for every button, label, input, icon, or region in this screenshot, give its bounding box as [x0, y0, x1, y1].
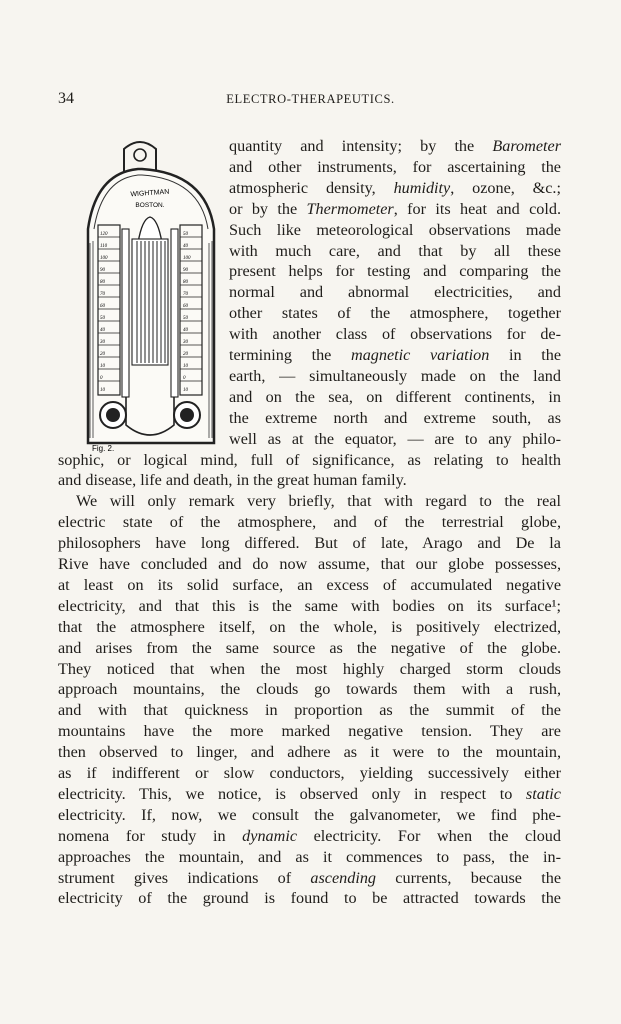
scale-tick-label: 90 [100, 268, 105, 273]
text-line: electric state of the atmosphere, and of the terrestrial globe, [58, 513, 561, 532]
text-line: and disease, life and death, in the great human family. [58, 471, 407, 490]
city-label: BOSTON. [135, 202, 165, 209]
scale-tick-label: 70 [100, 292, 105, 297]
text-line: with much care, and that by all these [229, 241, 561, 260]
scale-tick-label: 50 [100, 316, 105, 321]
text-line: strument gives indications of ascending currents, because the [58, 868, 561, 887]
text-line: electricity, and that this is the same with bodies on its surface¹; [58, 596, 561, 615]
text-line: then observed to linger, and adhere as it were to the mountain, [58, 743, 561, 762]
scale-tick-label: 30 [183, 340, 188, 345]
scale-tick-label: 80 [183, 280, 188, 285]
text-line: electricity. If, now, we consult the galvanometer, we find phe- [58, 805, 561, 824]
text-line: nomena for study in dynamic electricity. For when the cloud [58, 826, 561, 845]
text-line: and other instruments, for ascertaining the [229, 157, 561, 176]
maker-label: WIGHTMAN [130, 188, 170, 199]
scale-tick-label: 60 [183, 304, 188, 309]
text-line: present helps for testing and comparing the [229, 262, 561, 281]
text-line: the extreme north and extreme south, as [229, 408, 561, 427]
barometer-figure [80, 133, 220, 470]
text-line: well as at the equator, — are to any philo- [229, 429, 561, 448]
text-line: Such like meteorological observations made [229, 220, 561, 239]
scale-tick-label: 10 [100, 388, 105, 393]
scale-tick-label: 100 [100, 256, 108, 261]
scale-tick-label: 30 [100, 340, 105, 345]
scale-tick-label: 10 [183, 388, 188, 393]
text-line: approach mountains, the clouds go towards them with a rush, [58, 680, 561, 699]
page-number: 34 [58, 90, 74, 107]
text-line: They noticed that when the most highly charged storm clouds [58, 659, 561, 678]
text-line: electricity of the ground is found to be attracted towards the [58, 889, 561, 908]
text-line: quantity and intensity; by the Barometer [229, 137, 561, 155]
scale-tick-label: 40 [183, 244, 188, 249]
scale-tick-label: 40 [183, 328, 188, 333]
text-line: sophic, or logical mind, full of significance, as relating to health [58, 450, 561, 469]
text-line: and on the sea, on different continents, in [229, 387, 561, 406]
scale-tick-label: 90 [183, 268, 188, 273]
barometer-illustration [80, 133, 220, 470]
text-line: at least on its solid surface, an excess of accumulated negative [58, 575, 561, 594]
scale-tick-label: 10 [183, 364, 188, 369]
text-line: We will only remark very briefly, that with regard to the real [76, 492, 561, 511]
page-header [0, 90, 621, 110]
text-line: Rive have concluded and do now assume, that our globe possesses, [58, 555, 561, 573]
text-line: mountains have the more marked negative tension. They are [58, 722, 561, 741]
text-line: atmospheric density, humidity, ozone, &c.; [229, 178, 561, 197]
scale-tick-label: 20 [183, 352, 188, 357]
scale-tick-label: 60 [100, 304, 105, 309]
scale-tick-label: 0 [100, 376, 103, 381]
scale-tick-label: 10 [100, 364, 105, 369]
scale-tick-label: 110 [100, 244, 108, 249]
scale-tick-label: 20 [100, 352, 105, 357]
text-line: philosophers have long differed. But of late, Arago and De la [58, 534, 561, 553]
scale-tick-label: 100 [183, 256, 191, 261]
text-line: electricity. This, we notice, is observed only in respect to static [58, 784, 561, 803]
scale-tick-label: 120 [100, 232, 108, 237]
text-line: with another class of observations for de- [229, 325, 561, 344]
text-line: and with that quickness in proportion as the summit of the [58, 701, 561, 720]
scale-tick-label: 50 [183, 316, 188, 321]
scale-tick-label: 80 [100, 280, 105, 285]
text-line: as if indifferent or slow conductors, yielding successively either [58, 764, 561, 782]
scale-tick-label: 50 [183, 232, 188, 237]
text-line: earth, — simultaneously made on the land [229, 366, 561, 385]
text-line: termining the magnetic variation in the [229, 346, 562, 364]
running-head: ELECTRO-THERAPEUTICS. [226, 92, 395, 106]
scale-tick-label: 40 [100, 328, 105, 333]
text-line: other states of the atmosphere, together [229, 304, 561, 323]
scale-tick-label: 0 [183, 376, 186, 381]
text-line: and arises from the same source as the negative of the globe. [58, 638, 561, 657]
text-line: or by the Thermometer, for its heat and cold. [229, 199, 561, 218]
text-line: that the atmosphere itself, on the whole, is positively electrized, [58, 617, 561, 636]
scale-tick-label: 70 [183, 292, 188, 297]
figure-label: Fig. 2. [92, 444, 115, 453]
text-line: approaches the mountain, and as it commences to pass, the in- [58, 847, 561, 866]
text-line: normal and abnormal electricities, and [229, 283, 561, 302]
